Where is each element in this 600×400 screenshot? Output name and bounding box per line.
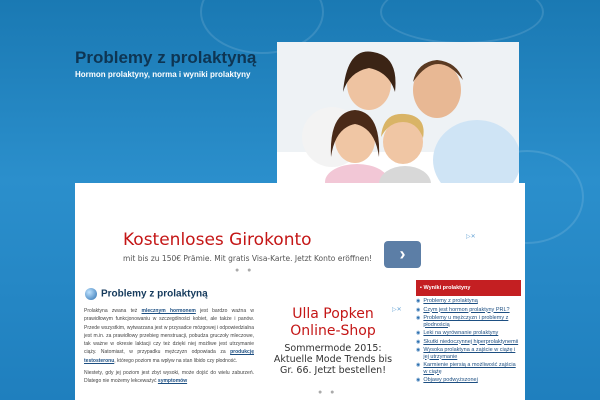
sidebar-item[interactable] [416, 307, 521, 314]
widget-heading [416, 280, 521, 296]
circle-bullet-icon: ◉ [416, 306, 421, 313]
post-text: Niestety, gdy jej poziom jest zbyt wysoki, może dojść do wielu zaburzeń. Dlatego nie możemy lekceważyć [84, 370, 254, 385]
sidebar-item[interactable] [416, 362, 521, 375]
post-title-text[interactable]: Problemy z prolaktyną [101, 288, 208, 300]
ad-subtitle[interactable]: Sommermode 2015: Aktuelle Mode Trends bis Gr. 66. Jetzt bestellen! [273, 343, 393, 376]
bullet-icon: ▪ [420, 285, 424, 291]
ad-pagination-dots: ● ● [318, 389, 338, 396]
widget-heading-text: Wyniki prolaktyny [423, 285, 471, 291]
link-produkcja-testosteronu[interactable]: produkcję testosteronu [84, 349, 254, 364]
circle-bullet-icon: ◉ [416, 298, 421, 304]
site-tagline: Hormon prolaktyny, norma i wyniki prolaktyny [75, 70, 251, 79]
sidebar-item[interactable] [416, 298, 521, 305]
sidebar-link[interactable]: Czym jest hormon prolaktyny PRL? [423, 306, 510, 313]
link-symptomow[interactable]: symptomów [157, 378, 188, 385]
sidebar-link[interactable]: Karmienie piersią a możliwość zajścia w ciążę [423, 362, 516, 375]
sidebar-link[interactable]: Leki na wyrównanie prolaktyny [423, 330, 499, 336]
circle-bullet-icon: ◉ [416, 338, 421, 345]
inline-advertisement[interactable] [258, 306, 408, 376]
sidebar-item[interactable] [416, 315, 521, 328]
ad-next-arrow-button[interactable]: › [384, 241, 421, 268]
post-text: , którego poziom ma wpływ na stan libido czy płodność. [114, 357, 238, 364]
circle-bullet-icon: ◉ [416, 362, 421, 368]
sidebar-link[interactable]: Objawy podwyższonej [423, 377, 478, 383]
link-mleczny-hormon[interactable]: mlecznym hormonem [141, 308, 196, 314]
sidebar-item[interactable] [416, 339, 521, 346]
family-illustration [277, 42, 519, 198]
post-text: Prolaktyna zwana też [84, 308, 142, 314]
post-text: jest bardzo ważna w prawidłowym funkcjonowaniu w szczególności kobiet, ale także i panów. Przede wszystkim, wytwarzana jest w przysadce mózgowej i odpowiedzialna jest m.in. za prawidłowy przebieg menstruacji, pobudza gruczoły mleczowe, tak ważne w okresie laktacji czy też dzięki niej możliwe jest utrzymanie ciąży. Natomiast, w przypadku mężczyzn odpowiada za [84, 308, 254, 356]
ad-subtitle[interactable]: mit bis zu 150€ Prämie. Mit gratis Visa-Karte. Jetzt Konto eröffnen! [123, 254, 373, 263]
top-advertisement[interactable] [123, 230, 483, 263]
sidebar-link[interactable]: Problemy u mężczyzn i problemy z płodnością [423, 315, 509, 328]
sidebar-item[interactable] [416, 347, 521, 360]
circle-bullet-icon: ◉ [416, 315, 421, 321]
site-title[interactable]: Problemy z prolaktyną [75, 48, 257, 67]
background-swirl [380, 0, 544, 44]
adchoices-icon[interactable]: ▷✕ [466, 234, 476, 240]
hero-family-photo [277, 42, 519, 198]
post-paragraph [84, 369, 254, 386]
globe-icon [85, 288, 97, 300]
ad-title[interactable]: Kostenloses Girokonto [123, 230, 312, 250]
ad-title[interactable]: Ulla Popken Online-Shop [290, 306, 376, 339]
adchoices-icon[interactable]: ▷✕ [392, 307, 402, 313]
sidebar-widget [416, 280, 521, 400]
circle-bullet-icon: ◉ [416, 330, 421, 336]
sidebar-item[interactable] [416, 377, 521, 384]
sidebar-link[interactable]: Problemy z prolaktyną [423, 298, 478, 304]
ad-pagination-dots: ● ● [235, 267, 255, 274]
sidebar-item[interactable] [416, 330, 521, 337]
post-title[interactable] [85, 288, 208, 300]
post-paragraph [84, 307, 254, 365]
widget-link-list [416, 296, 521, 384]
circle-bullet-icon: ◉ [416, 377, 421, 383]
circle-bullet-icon: ◉ [416, 347, 421, 353]
sidebar-link[interactable]: Wysoka prolaktyna a zajście w ciążę i jej utrzymanie [423, 347, 516, 360]
sidebar-link[interactable]: Skutki niedoczynnej hiperprolaktynemii [423, 338, 519, 345]
post-body [84, 307, 254, 390]
